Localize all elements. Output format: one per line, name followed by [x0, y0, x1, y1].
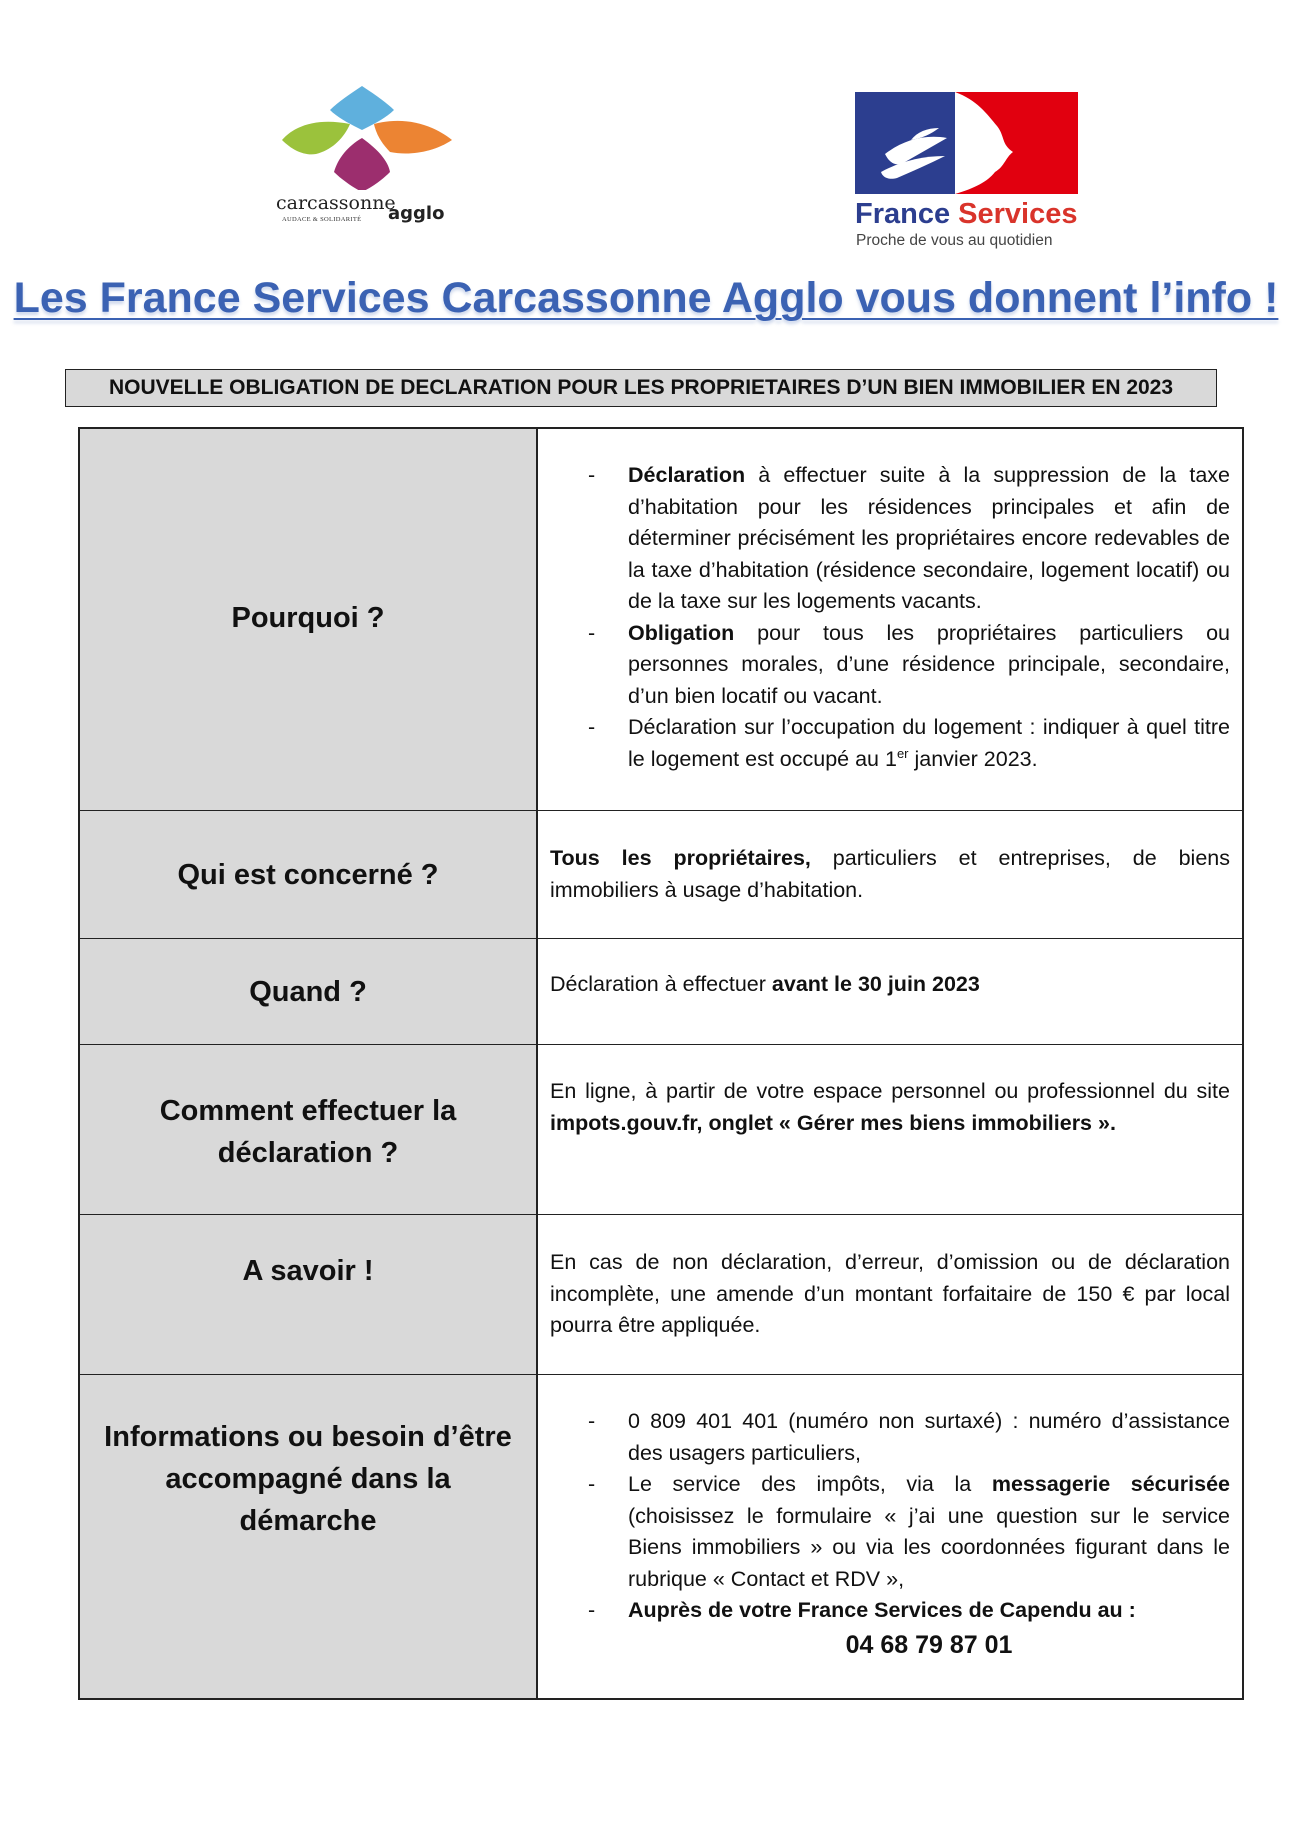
fs-name-part2: Services [958, 198, 1078, 230]
paragraph: En cas de non déclaration, d’erreur, d’omission ou de déclaration incomplète, une amende d’un montant forfaitaire de 150 € par local pourra être appliquée. [550, 1250, 1230, 1337]
bullet-list [550, 1406, 1230, 1627]
row-label [80, 1045, 538, 1214]
item-text-end: janvier 2023. [908, 746, 1038, 771]
agglo-word: agglo [388, 203, 445, 224]
label-line: accompagné dans la [165, 1463, 451, 1495]
paragraph [550, 969, 1230, 1001]
label-line: déclaration ? [217, 1137, 399, 1169]
text: Déclaration à effectuer [550, 972, 772, 996]
row-label [80, 1375, 538, 1698]
agglo-name: carcassonne [276, 192, 396, 214]
table-row-quand [80, 938, 1242, 1044]
agglo-slogan: AUDACE & SOLIDARITÉ [282, 216, 362, 223]
label-line: Comment effectuer la [159, 1095, 457, 1127]
agglo-petals-icon [262, 80, 462, 190]
item-text: 0 809 401 401 (numéro non surtaxé) : numéro d’assistance des usagers particuliers, [628, 1409, 1230, 1465]
label-line: démarche [239, 1505, 377, 1537]
row-label: Quand ? [80, 939, 538, 1044]
table-row-pourquoi [80, 429, 1242, 810]
text: En ligne, à partir de votre espace personnel ou professionnel du site [550, 1079, 1230, 1103]
item-bold: Déclaration [628, 463, 746, 487]
row-content [538, 429, 1242, 810]
row-content [538, 1375, 1242, 1698]
row-content [538, 1215, 1242, 1374]
bullet-list [550, 460, 1230, 775]
page-headline: Les France Services Carcassonne Agglo vous donnent l’info ! [13, 274, 1279, 322]
paragraph [550, 843, 1230, 906]
info-table [78, 427, 1244, 1700]
text-bold: Tous les propriétaires, [550, 846, 811, 870]
carcassonne-agglo-logo [262, 80, 462, 230]
list-item [628, 1406, 1230, 1469]
france-services-name [855, 198, 1078, 231]
item-text: à effectuer suite à la suppression de la taxe d’habitation pour les résidences principales et afin de déterminer précisément les propriétaires encore redevables de la taxe d’habitation (résidence secondaire, logement locatif) ou de la taxe sur les logements vacants. [628, 463, 1230, 613]
row-content [538, 939, 1242, 1044]
row-label: A savoir ! [80, 1215, 538, 1374]
item-sup: er [896, 745, 909, 761]
marianne-flag-icon [855, 92, 1078, 194]
paragraph [550, 1076, 1230, 1139]
list-item [628, 1469, 1230, 1595]
france-services-logo [855, 92, 1095, 252]
text-bold: impots.gouv.fr, onglet « Gérer mes biens immobiliers ». [550, 1110, 1116, 1135]
table-row-qui [80, 810, 1242, 938]
list-item [628, 618, 1230, 713]
document-title: NOUVELLE OBLIGATION DE DECLARATION POUR LES PROPRIETAIRES D’UN BIEN IMMOBILIER EN 2023 [65, 369, 1217, 407]
text-bold: avant le 30 juin 2023 [771, 972, 980, 996]
table-row-savoir [80, 1214, 1242, 1374]
item-bold: Auprès de votre France Services de Capendu au : [628, 1598, 1136, 1622]
row-label: Pourquoi ? [80, 429, 538, 810]
item-bold: messagerie sécurisée [991, 1472, 1230, 1496]
text: particuliers et entreprises, de biens immobiliers à usage d’habitation. [550, 846, 1230, 902]
item-text: Déclaration sur l’occupation du logement : indiquer à quel titre le logement est occupé au 1 [628, 715, 1230, 771]
list-item [628, 712, 1230, 775]
item-bold: Obligation [628, 620, 735, 645]
fs-name-part1: France [855, 198, 951, 230]
france-services-tagline: Proche de vous au quotidien [856, 232, 1053, 249]
list-item [628, 460, 1230, 618]
phone-number: 04 68 79 87 01 [845, 1630, 1013, 1659]
label-line: Informations ou besoin d’être [104, 1421, 512, 1453]
item-text: Le service des impôts, via la [628, 1472, 992, 1496]
table-row-comment [80, 1044, 1242, 1214]
item-text-end: (choisissez le formulaire « j’ai une question sur le service Biens immobiliers » ou via les coordonnées figurant dans le rubrique « Contact et RDV », [628, 1503, 1230, 1591]
table-row-infos [80, 1374, 1242, 1698]
row-content [538, 1045, 1242, 1214]
item-text: pour tous les propriétaires particuliers ou personnes morales, d’une résidence principale, secondaire, d’un bien locatif ou vacant. [628, 620, 1230, 708]
row-label: Qui est concerné ? [80, 811, 538, 938]
row-content [538, 811, 1242, 938]
list-item [628, 1595, 1230, 1627]
